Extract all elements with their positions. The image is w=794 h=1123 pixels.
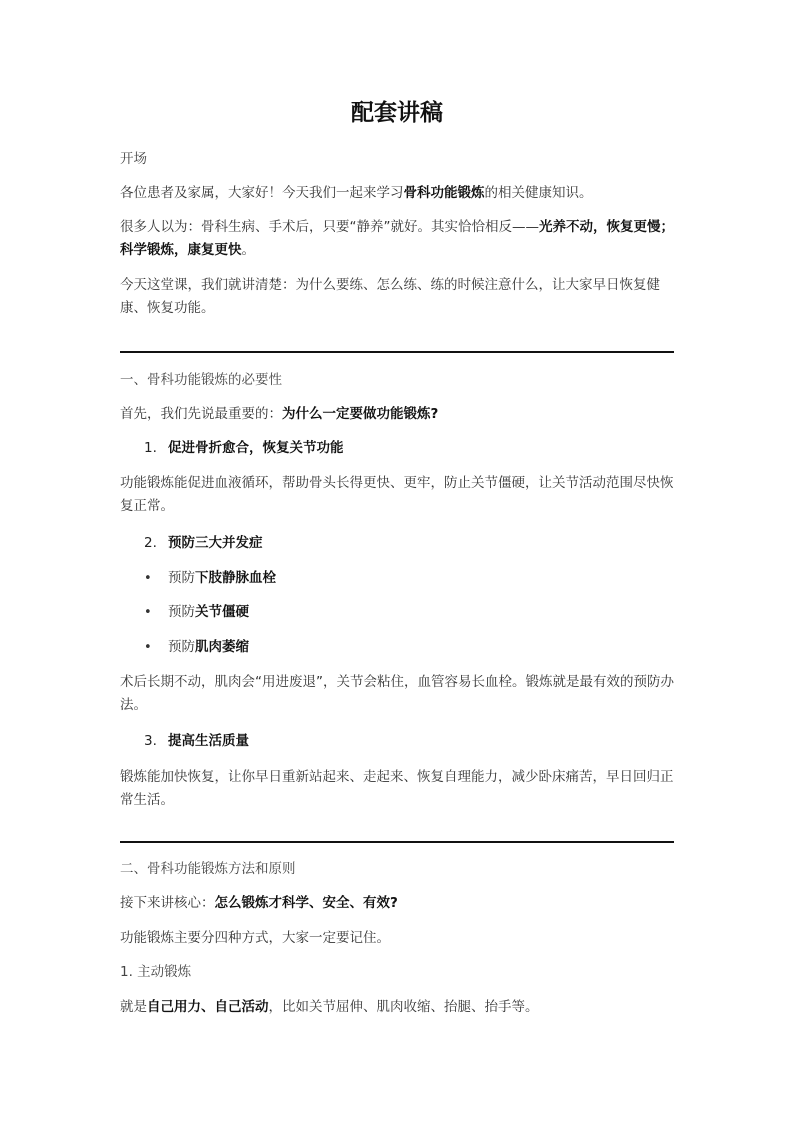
section2-paragraph: 功能锻炼主要分四种方式，大家一定要记住。 — [120, 930, 390, 946]
item-label: 预防三大并发症 — [168, 535, 263, 551]
section1-lead — [120, 403, 674, 426]
intro-paragraph-3: 今天这堂课，我们就讲清楚：为什么要练、怎么练、练的时候注意什么，让大家早日恢复健康、恢复功能。 — [120, 277, 660, 316]
numbered-item-1 — [144, 437, 344, 460]
section1-heading: 一、骨科功能锻炼的必要性 — [120, 372, 282, 388]
text-run: 很多人以为：骨科生病、手术后，只要“静养”就好。其实恰恰相反—— — [120, 219, 539, 235]
bullet-icon: • — [144, 571, 152, 586]
bullet-item — [144, 567, 276, 590]
section2-heading: 二、骨科功能锻炼方法和原则 — [120, 861, 296, 877]
text-run: 各位患者及家属，大家好！今天我们一起来学习 — [120, 185, 404, 201]
bold-text: 光养不动，恢复更慢；科学锻炼，康复更快 — [120, 219, 674, 258]
section-divider — [120, 841, 674, 843]
text-run: 。 — [241, 242, 255, 258]
text-run: 预防 — [168, 604, 195, 620]
bold-text: 关节僵硬 — [195, 604, 249, 620]
sub1-paragraph — [120, 996, 674, 1019]
intro-paragraph-1 — [120, 182, 674, 205]
bullet-item — [144, 636, 249, 659]
text-run: 接下来讲核心： — [120, 895, 215, 911]
item-number: 1. — [144, 440, 157, 456]
bullet-item — [144, 601, 249, 624]
bold-text: 自己用力、自己活动 — [147, 999, 269, 1015]
item3-paragraph: 锻炼能加快恢复，让你早日重新站起来、走起来、恢复自理能力，减少卧床痛苦，早日回归正常生活。 — [120, 769, 674, 808]
text-run: 就是 — [120, 999, 147, 1015]
text-run: 预防 — [168, 639, 195, 655]
numbered-item-3 — [144, 730, 249, 753]
text-run: ，比如关节屈伸、肌肉收缩、抬腿、抬手等。 — [268, 999, 539, 1015]
intro-heading: 开场 — [120, 151, 147, 167]
section-divider — [120, 351, 674, 353]
item2-paragraph: 术后长期不动，肌肉会“用进废退”，关节会粘住，血管容易长血栓。锻炼就是最有效的预防办法。 — [120, 674, 674, 713]
bold-text: 骨科功能锻炼 — [403, 185, 485, 201]
bold-text: 肌肉萎缩 — [195, 639, 249, 655]
bold-text: 怎么锻炼才科学、安全、有效? — [214, 895, 398, 911]
item-label: 提高生活质量 — [168, 733, 249, 749]
item-label: 促进骨折愈合，恢复关节功能 — [168, 440, 344, 456]
bold-text: 下肢静脉血栓 — [195, 570, 276, 586]
numbered-item-2 — [144, 532, 263, 555]
intro-paragraph-2 — [120, 216, 674, 262]
bullet-icon: • — [144, 605, 152, 620]
bold-text: 为什么一定要做功能锻炼? — [282, 406, 439, 422]
item-number: 3. — [144, 733, 157, 749]
text-run: 预防 — [168, 570, 195, 586]
subheading-active-exercise: 1. 主动锻炼 — [120, 964, 192, 980]
bullet-icon: • — [144, 640, 152, 655]
section2-lead — [120, 892, 674, 915]
item1-paragraph: 功能锻炼能促进血液循环，帮助骨头长得更快、更牢，防止关节僵硬，让关节活动范围尽快恢复正常。 — [120, 475, 674, 514]
text-run: 首先，我们先说最重要的： — [120, 406, 282, 422]
document-title: 配套讲稿 — [351, 100, 443, 126]
text-run: 的相关健康知识。 — [484, 185, 593, 201]
item-number: 2. — [144, 535, 157, 551]
